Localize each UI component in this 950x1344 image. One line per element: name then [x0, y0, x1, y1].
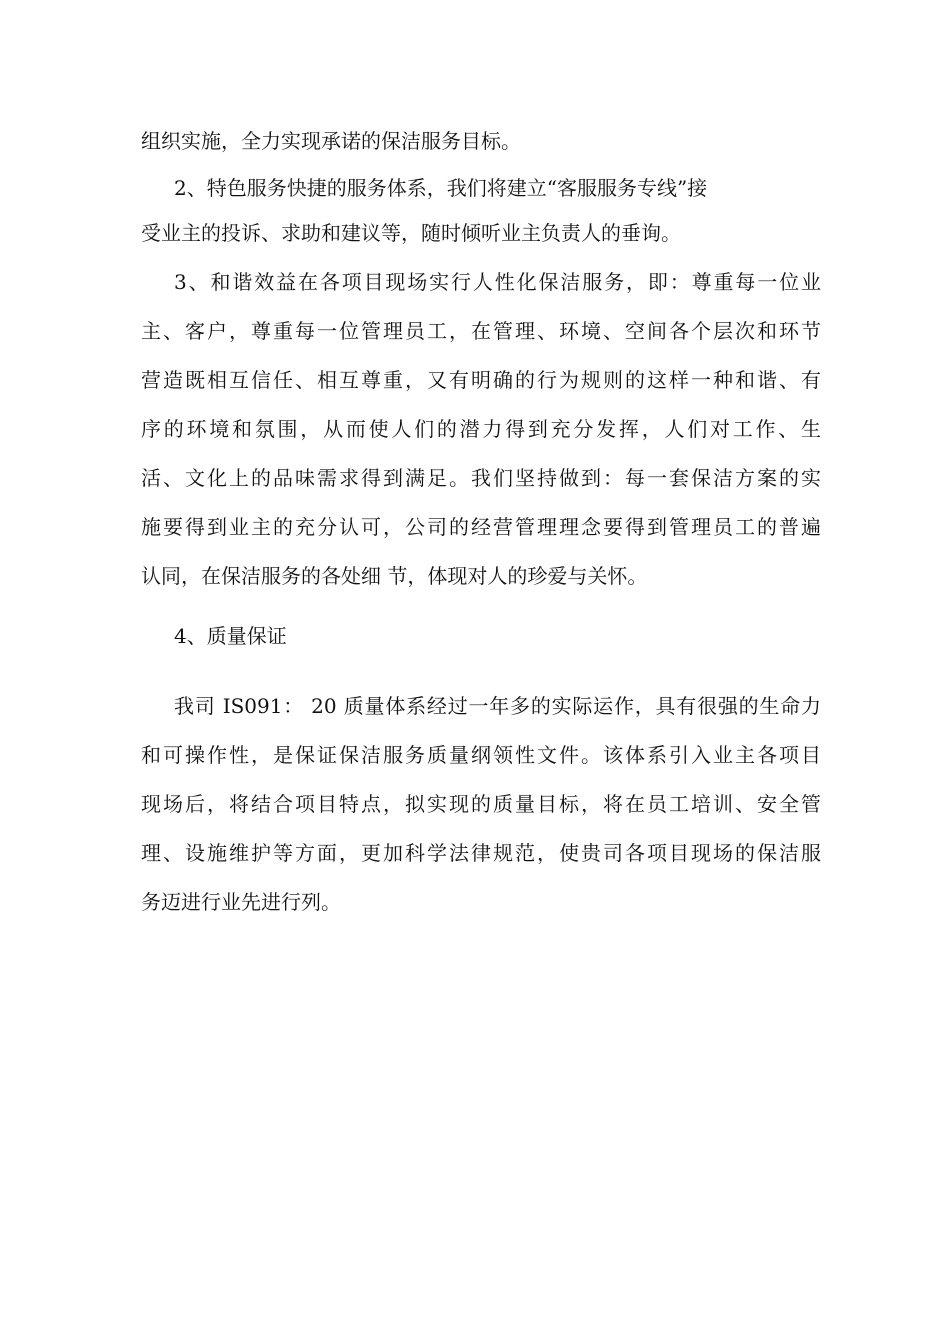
- text-line: 序的环境和氛围，从而使人们的潜力得到充分发挥，人们对工作、生: [141, 417, 821, 441]
- text-line: 主、客户，尊重每一位管理员工，在管理、环境、空间各个层次和环节: [141, 319, 821, 343]
- paragraph-item-4-body: [141, 682, 821, 927]
- text-line: 现场后，将结合项目特点，拟实现的质量目标，将在员工培训、安全管: [141, 792, 821, 816]
- text-line: 2、特色服务快捷的服务体系，我们将建立“客服服务专线”接: [174, 176, 708, 200]
- text-line: 认同，在保洁服务的各处细 节，体现对人的珍爱与关怀。: [141, 564, 648, 588]
- text-line: 3、和谐效益在各项目现场实行人性化保洁服务，即：尊重每一位业: [174, 270, 821, 294]
- text-line: 施要得到业主的充分认可，公司的经营管理理念要得到管理员工的普遍: [141, 515, 821, 539]
- text-line: 受业主的投诉、求助和建议等，随时倾听业主负责人的垂询。: [141, 221, 681, 245]
- paragraph-item-3: [141, 258, 821, 601]
- text-line: 理、设施维护等方面，更加科学法律规范，使贵司各项目现场的保洁服: [141, 841, 821, 865]
- section-heading-quality: [141, 612, 821, 661]
- text-line: 活、文化上的品味需求得到满足。我们坚持做到：每一套保洁方案的实: [141, 466, 821, 490]
- paragraph-item-2: [141, 164, 821, 258]
- text-line: 和可操作性，是保证保洁服务质量纲领性文件。该体系引入业主各项目: [141, 743, 821, 767]
- paragraph-1-continuation: [141, 117, 821, 166]
- text-line: 营造既相互信任、相互尊重，又有明确的行为规则的这样一种和谐、有: [141, 368, 821, 392]
- section-heading: 4、质量保证: [174, 624, 287, 648]
- text-line: 组织实施，全力实现承诺的保洁服务目标。: [141, 129, 521, 153]
- text-line: 我司 IS091： 20 质量体系经过一年多的实际运作，具有很强的生命力: [174, 694, 821, 718]
- text-line: 务迈进行业先进行列。: [141, 890, 341, 914]
